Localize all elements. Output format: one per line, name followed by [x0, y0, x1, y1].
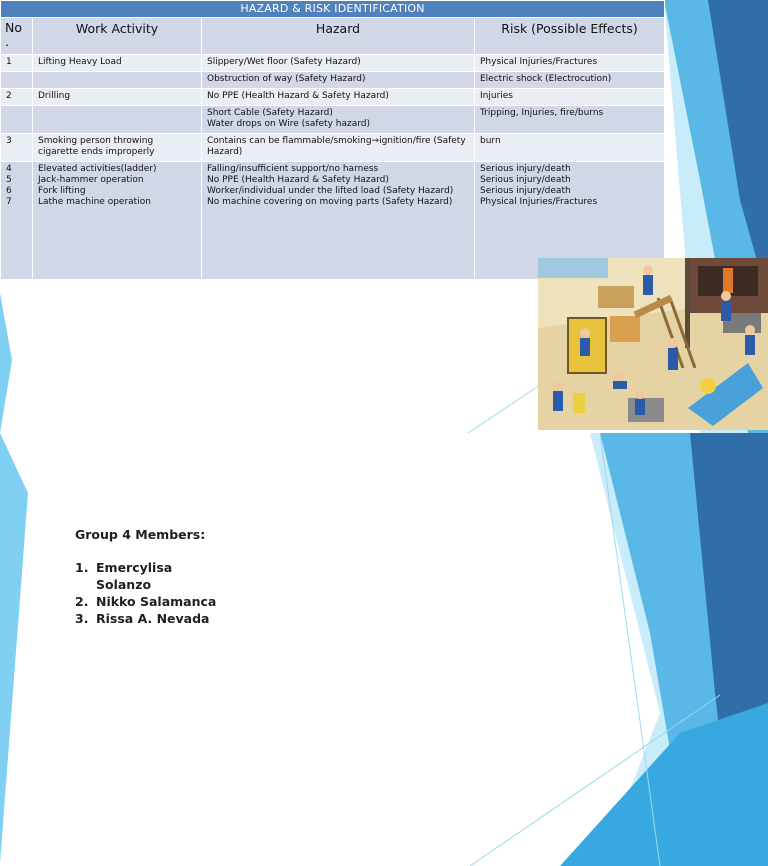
cell-hazard — [202, 55, 475, 72]
table-row — [1, 72, 665, 89]
cell-risk — [475, 72, 665, 89]
cell-activity — [33, 55, 202, 72]
member-name: Emercylisa Solanzo — [96, 560, 173, 592]
member-name: Nikko Salamanca — [96, 594, 217, 609]
cell-hazard — [202, 162, 475, 280]
member-item — [75, 559, 216, 593]
cell-text: 5 — [6, 175, 12, 185]
members-list — [75, 559, 216, 627]
cell-activity — [33, 89, 202, 106]
table-row — [1, 134, 665, 162]
table-row — [1, 89, 665, 106]
member-name: Rissa A. Nevada — [96, 611, 210, 626]
cell-text: Water drops on Wire (safety hazard) — [207, 119, 370, 129]
slide-group-members — [0, 433, 768, 866]
cell-risk — [475, 89, 665, 106]
left-accent-shape-2 — [0, 433, 28, 863]
cell-activity — [33, 72, 202, 89]
cell-text: Serious injury/death — [480, 164, 571, 174]
cell-risk — [475, 106, 665, 134]
cell-no — [1, 89, 33, 106]
cell-hazard — [202, 134, 475, 162]
facet-decoration-2 — [0, 433, 768, 866]
cell-risk — [475, 134, 665, 162]
member-item — [75, 593, 216, 610]
members-title: Group 4 Members: — [75, 527, 206, 542]
cell-text: Elevated activities(ladder) — [38, 164, 157, 174]
cell-text: Lathe machine operation — [38, 197, 151, 207]
cell-no — [1, 55, 33, 72]
accent-line — [468, 385, 540, 433]
cell-text: Lifting Heavy Load — [38, 57, 122, 67]
cell-risk — [475, 55, 665, 72]
table-title: HAZARD & RISK IDENTIFICATION — [1, 1, 665, 18]
cell-text: Obstruction of way (Safety Hazard) — [207, 74, 366, 84]
cell-hazard — [202, 72, 475, 89]
cell-hazard — [202, 106, 475, 134]
member-number: 1. — [75, 560, 89, 575]
cell-text: Serious injury/death — [480, 186, 571, 196]
header-no: No . — [1, 18, 33, 55]
cell-no — [1, 72, 33, 89]
cell-text: 7 — [6, 197, 12, 207]
table-row — [1, 55, 665, 72]
cell-text: 6 — [6, 186, 12, 196]
cell-text: Injuries — [480, 91, 513, 101]
cell-text: Contains can be flammable/smoking→ignition/fire (Safety Hazard) — [207, 136, 466, 157]
cell-text: Physical Injuries/Fractures — [480, 57, 598, 67]
member-item — [75, 610, 216, 627]
cell-text: Falling/insufficient support/no harness — [207, 164, 379, 174]
cell-text: No PPE (Health Hazard & Safety Hazard) — [207, 91, 389, 101]
cell-text: Short Cable (Safety Hazard) — [207, 108, 333, 118]
header-work-activity: Work Activity — [33, 18, 202, 55]
header-hazard: Hazard — [202, 18, 475, 55]
cell-text: Electric shock (Electrocution) — [480, 74, 612, 84]
group-members-block — [75, 527, 216, 627]
hazard-risk-table — [0, 0, 665, 280]
cell-text: 1 — [6, 57, 12, 67]
cell-text: Jack-hammer operation — [38, 175, 144, 185]
cell-text: No machine covering on moving parts (Safety Hazard) — [207, 197, 453, 207]
cell-text: 4 — [6, 164, 12, 174]
cell-no — [1, 106, 33, 134]
cell-text: Worker/individual under the lifted load (Safety Hazard) — [207, 186, 454, 196]
cell-text: burn — [480, 136, 501, 146]
cell-activity — [33, 134, 202, 162]
left-accent-shape — [0, 293, 12, 433]
cell-activity — [33, 106, 202, 134]
cell-text: Tripping, Injuries, fire/burns — [480, 108, 604, 118]
cell-text: No PPE (Health Hazard & Safety Hazard) — [207, 175, 389, 185]
workplace-hazards-illustration — [538, 258, 768, 430]
member-number: 2. — [75, 594, 89, 609]
header-risk: Risk (Possible Effects) — [475, 18, 665, 55]
cell-text: 2 — [6, 91, 12, 101]
member-number: 3. — [75, 611, 89, 626]
cell-activity — [33, 162, 202, 280]
table-row — [1, 106, 665, 134]
cell-text: 3 — [6, 136, 12, 146]
cell-text: Smoking person throwing cigarette ends improperly — [38, 136, 155, 157]
cell-text: Serious injury/death — [480, 175, 571, 185]
cell-text: Slippery/Wet floor (Safety Hazard) — [207, 57, 361, 67]
cell-no — [1, 162, 33, 280]
cell-text: Physical Injuries/Fractures — [480, 197, 598, 207]
cell-text: Fork lifting — [38, 186, 86, 196]
cell-hazard — [202, 89, 475, 106]
cell-text: Drilling — [38, 91, 71, 101]
cell-no — [1, 134, 33, 162]
